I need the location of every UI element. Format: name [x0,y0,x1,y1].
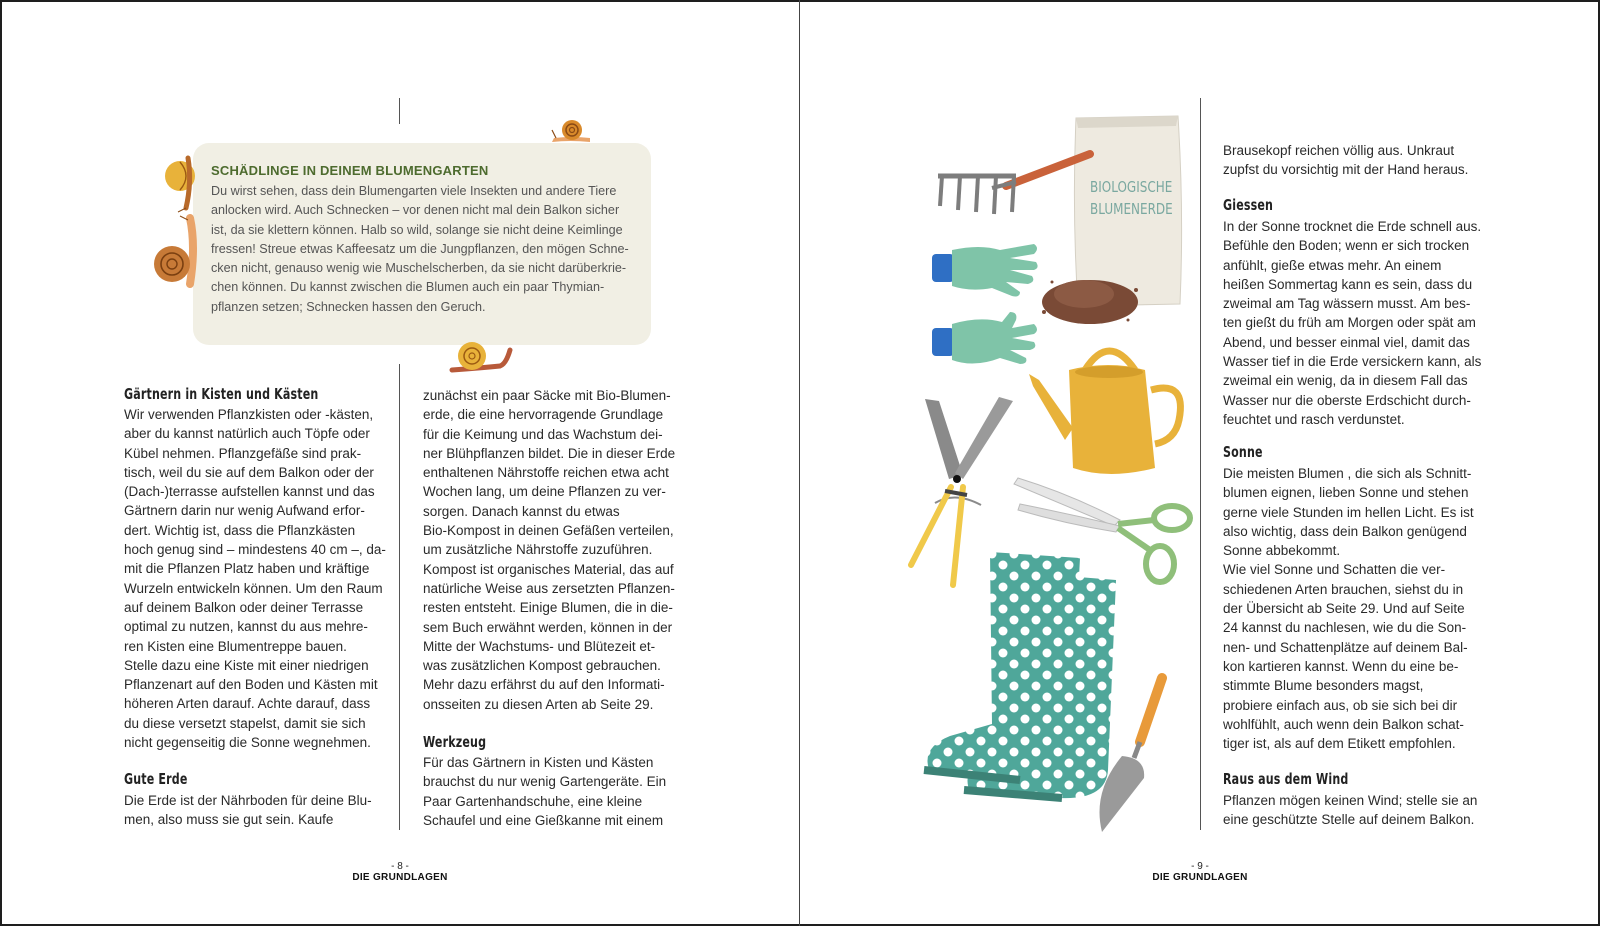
snail-left-upper-icon [162,152,198,214]
section-label: DIE GRUNDLAGEN [352,872,448,883]
soil-pile-icon [1030,262,1150,337]
column-rule-left [399,364,400,830]
heading-werkzeug: Werkzeug [423,733,487,751]
heading-sonne: Sonne [1223,443,1263,461]
watering-can-icon [1025,340,1190,480]
snail-bottom-icon [450,340,512,374]
footer-right [1120,861,1280,883]
soil-bag-label [1090,176,1173,220]
text-bio-erde: zunächst ein paar Säcke mit Bio-Blumen- erde, die eine hervorragende Grundlage für die Keimung und das Wachstum dei- ner Blühpflanzen bildet. Die in dieser Erde enthaltenen Nährstoffe reichen etwa acht Wochen lang, um deine Pflanzen zu ver- sorgen. Danach kannst du etwas Bio-Kompost in deinen Gefäßen verteilen, um zusätzliche Nährstoffe zuzuführen. Kompost ist organisches Material, das auf natürliche Weise aus zersetzten Pflanzen- resten entsteht. Einige Blumen, die in die- sem Buch erwähnt werden, können in der Mitte der Wachstums- und Blütezeit et- was zusätzlichen Kompost gebrauchen. Mehr dazu erfährst du auf den Informati- onsseiten zu diesen Arten ab Seite 29. [423,388,676,712]
snail-top-icon [550,118,595,144]
heading-wind: Raus aus dem Wind [1223,770,1349,788]
snail-left-lower-icon [150,216,200,288]
box-text: Du wirst sehen, dass dein Blumengarten viele Insekten und andere Tiere anlocken wird. Auch Schnecken – vor denen nicht mal dein Balkon sicher ist, da sie klettern können. Halb so wild, solange sie nicht deine Keimlinge fressen! Streue etwas Kaffeesatz um die Jungpflanzen, den mögen Schne- cken nicht, genauso wenig wie Muschelscherben, da sie nicht darüberkrie- chen können. Du kannst zwischen die Blumen auch ein paar Thymian- pflanzen setzen; Schnecken hassen den Geruch. [211,184,629,314]
box-title: SCHÄDLINGE IN DEINEM BLUMENGARTEN [211,163,489,178]
text-wind: Pflanzen mögen keinen Wind; stelle sie an eine geschützte Stelle auf deinem Balkon. [1223,793,1478,828]
column-rule-right [1200,98,1201,830]
rake-icon [936,146,1096,220]
glove-upper-icon [930,236,1040,302]
text-giessen: In der Sonne trocknet die Erde schnell aus. Befühle den Boden; wenn er sich trocken anfühlt, gieße etwas mehr. An einem heißen Sommertag kann es sein, dass du zweimal am Tag wässern musst. Am bes- ten gießt du früh am Morgen oder spät am Abend, und besser einmal viel, damit das Wasser tief in die Erde versickern kann, als zweimal ein wenig, da in diesem Fall das Wasser nur die oberste Erdschicht durch- feuchtet und rasch verdunstet. [1223,219,1482,427]
text-gute-erde: Die Erde ist der Nährboden für deine Blu- men, also muss sie gut sein. Kaufe [124,793,372,828]
text-gaertnern: Wir verwenden Pflanzkisten oder -kästen, aber du kannst natürlich auch Töpfe oder Kübel nehmen. Pflanzgefäße sind prak- tisch, weil du sie auf dem Balkon oder der (Dach-)terrasse aufstellen kannst und das Gärtnern darin nur wenig Aufwand erfor- dert. Wichtig ist, dass die Pflanzkästen hoch genug sind – mindestens 40 cm –, da- mit die Pflanzen Platz haben und kräftige Wurzeln entwickeln können. Um den Raum auf deinem Balkon oder deiner Terrasse optimal zu nutzen, kannst du aus mehre- ren Kisten eine Blumentreppe bauen. Stelle dazu eine Kiste mit einer niedrigen Pflanzenart auf den Boden und Kästen mit höheren Arten darauf. Achte darauf, dass du diese versetzt stapelst, damit sie sich nicht gegenseitig die Sonne wegnehmen. [124,407,386,751]
text-sonne: Die meisten Blumen , die sich als Schnitt- blumen eignen, lieben Sonne und stehen gerne viele Stunden im hellen Licht. Es ist also wichtig, dass dein Balkon genügend Sonne abbekommt. Wie viel Sonne und Schatten die ver- schiedenen Arten brauchen, siehst du in der Übersicht ab Seite 29. Und auf Seite 24 kannst du nachlesen, wie du die Son- nen- und Schattenplätze auf deinem Bal- kon kartieren kannst. Wenn du eine be- stimmte Blume besonders magst, probiere einfach aus, ob sie sich bei dir wohlfühlt, auch wenn dein Balkon schat- tiger ist, als auf dem Etikett empfohlen. [1223,466,1474,752]
heading-gute-erde: Gute Erde [124,770,188,788]
soil-bag-label-line2: BLUMENERDE [1090,200,1173,218]
text-werkzeug: Für das Gärtnern in Kisten und Kästen brauchst du nur wenig Gartengeräte. Ein Paar Gartenhandschuhe, eine kleine Schaufel und eine Gießkanne mit einem [423,755,667,828]
column-rule-top [399,98,400,124]
page-number: - 9 - [1191,861,1209,872]
footer-left [320,861,480,883]
page-gutter [799,0,800,926]
glove-lower-icon [930,312,1040,382]
page-number: - 8 - [391,861,409,872]
section-label: DIE GRUNDLAGEN [1152,872,1248,883]
heading-gaertnern: Gärtnern in Kisten und Kästen [124,385,319,403]
soil-bag-label-line1: BIOLOGISCHE [1090,178,1173,196]
text-brausekopf: Brausekopf reichen völlig aus. Unkraut zupfst du vorsichtig mit der Hand heraus. [1223,143,1469,178]
heading-giessen: Giessen [1223,196,1274,214]
trowel-icon [1092,672,1172,837]
